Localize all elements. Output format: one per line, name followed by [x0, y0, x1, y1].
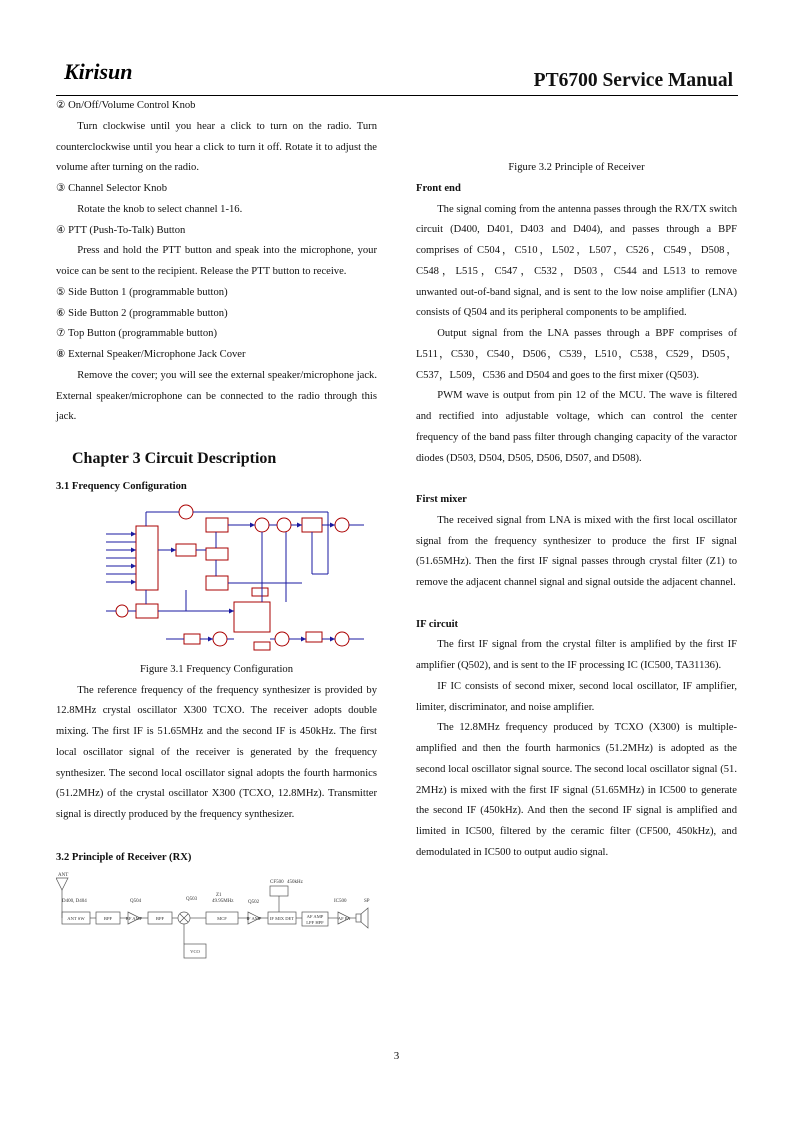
rx-block-mcf: MCF	[217, 916, 227, 922]
left-column	[56, 96, 377, 960]
rx-block-ant-sw: ANT SW	[67, 916, 85, 922]
item-3-title: ③ Channel Selector Knob	[56, 183, 167, 194]
rx-block-if-amp: IF AMP	[246, 916, 262, 922]
if-circuit-paragraph-2: IF IC consists of second mixer, second local oscillator, IF amplifier, limiter, discriminator, and noise amplifier.	[416, 680, 737, 713]
rx-block-rf-amp: RF AMP	[125, 916, 143, 922]
front-end-heading: Front end	[416, 182, 461, 194]
rx-z1-label: Z1	[216, 893, 222, 899]
if-circuit-paragraph-3: The 12.8MHz frequency produced by TCXO (X300) is multiple-amplified and then the fourth harmonics (51.2MHz) is adopted as the second local oscillator signal source. The second local oscillator signal (51. 2MHz) is mixed with the first IF signal (51.65MHz) in IC500 to generate the second IF (450kHz). And then the second IF signal is amplified and limited in IC500, filtered by the ceramic filter (CF500, 450kHz), and demodulated in IC500 to output audio signal.	[416, 722, 737, 858]
item-4-body: Press and hold the PTT button and speak into the microphone, your voice can be sent to the recipient. Release the PTT button to receive.	[56, 245, 377, 277]
rx-ic500-label: IC500	[334, 899, 347, 905]
item-4-title: ④ PTT (Push-To-Talk) Button	[56, 224, 186, 236]
item-5-title: ⑤ Side Button 1 (programmable button)	[56, 286, 228, 298]
kirisun-logo	[62, 58, 154, 84]
frequency-configuration-diagram	[106, 504, 366, 654]
front-end-paragraph-1: The signal coming from the antenna passes through the RX/TX switch circuit (D400, D401, D403 and D404), and passes through a BPF comprises of C504，C510，L502，L507，C526，C549，D508，C548，L515，C547，C532，D503，C544 and L513 to remove unwanted out-of-band signal, and is sent to the low noise amplifier (LNA) consists of Q504 and its peripheral components to be amplified.	[416, 203, 737, 319]
page-number: 3	[393, 1050, 400, 1062]
if-circuit-heading: IF circuit	[416, 618, 459, 630]
section-3-1-title: 3.1 Frequency Configuration	[56, 481, 187, 492]
section-3-2-title: 3.2 Principle of Receiver (RX)	[56, 851, 192, 863]
rx-block-af-amp: AF AMP	[306, 914, 324, 920]
rx-block-af-pa: AF PA	[337, 916, 351, 922]
figure-3-2-caption: Figure 3.2 Principle of Receiver	[508, 162, 645, 173]
rx-block-vco: VCO	[190, 949, 200, 955]
section-3-1-body: The reference frequency of the frequency synthesizer is provided by 12.8MHz crystal oscillator X300 TCXO. The receiver adopts double mixing. The first IF is 51.65MHz and the second IF is 450kHz. The first local oscillator signal of the receiver is generated by the frequency synthesizer. The second local oscillator signal adopts the fourth harmonics (51.2MHz) of the crystal oscillator X300 (TCXO, 12.8MHz). Transmitter signal is directly produced by the frequency synthesizer.	[56, 684, 377, 820]
item-3-body: Rotate the knob to select channel 1-16.	[77, 203, 243, 215]
figure-3-1-caption: Figure 3.1 Frequency Configuration	[140, 663, 293, 675]
front-end-paragraph-2: Output signal from the LNA passes through a BPF comprises of L511，C530，C540，D506，C539，L510，C538，C529，D505，C537，L509，C536 and D504 and goes to the first mixer (Q503).	[416, 328, 737, 381]
right-column	[416, 158, 737, 864]
item-8-title: ⑧ External Speaker/Microphone Jack Cover	[56, 349, 246, 360]
logo-text: Kirisun	[64, 59, 133, 84]
rx-block-if-mix-det: IF MIX DET	[269, 916, 295, 922]
front-end-paragraph-3: PWM wave is output from pin 12 of the MCU. The wave is filtered and rectified into adjustable voltage, which can control the center frequency of the band pass filter through changing capacity of the varactor diodes (D503, D504, D505, D506, D507, and D508).	[416, 390, 737, 464]
rx-sp-label: SP	[364, 899, 370, 905]
item-6-title: ⑥ Side Button 2 (programmable button)	[56, 307, 228, 319]
item-7-title: ⑦ Top Button (programmable button)	[56, 328, 217, 340]
if-circuit-paragraph-1: The first IF signal from the crystal filter is amplified by the first IF amplifier (Q502), and is sent to the IF processing IC (IC500, TA31136).	[416, 639, 737, 671]
rx-block-bpf-1: BPF	[103, 916, 113, 922]
item-2-body: Turn clockwise until you hear a click to turn on the radio. Turn counterclockwise until you hear a click to turn it off. Rotate it to adjust the volume after turning on the radio.	[56, 120, 377, 174]
rx-cf500-freq: 450kHz	[287, 880, 303, 886]
rx-block-bpf-2: BPF	[155, 916, 165, 922]
rx-block-lpf-hpf: LPF HPF	[306, 920, 324, 926]
item-8-body: Remove the cover; you will see the external speaker/microphone jack. External speaker/microphone can be connected to the radio through this jack.	[56, 369, 377, 423]
first-mixer-paragraph: The received signal from LNA is mixed with the first local oscillator signal from the frequency synthesizer to produce the first IF signal (51.65MHz). Then the first IF signal passes through crystal filter (Z1) to remove the adjacent channel signal and signal outside the adjacent channel.	[416, 514, 737, 588]
document-title: PT6700 Service Manual	[533, 70, 733, 91]
receiver-block-diagram	[56, 870, 377, 960]
rx-d400-label: D400, D404	[62, 899, 87, 905]
first-mixer-heading: First mixer	[416, 494, 467, 505]
rx-q502-label: Q502	[248, 900, 260, 906]
rx-q503-label: Q503	[186, 897, 198, 903]
rx-cf500-label: CF500	[270, 880, 284, 886]
rx-q504-label: Q504	[130, 899, 142, 905]
chapter-title: Chapter 3 Circuit Description	[72, 450, 277, 467]
item-2-title: ② On/Off/Volume Control Knob	[56, 100, 196, 111]
rx-z1-freq: 49.95MHz	[212, 899, 234, 905]
rx-ant-label: ANT	[58, 873, 69, 879]
